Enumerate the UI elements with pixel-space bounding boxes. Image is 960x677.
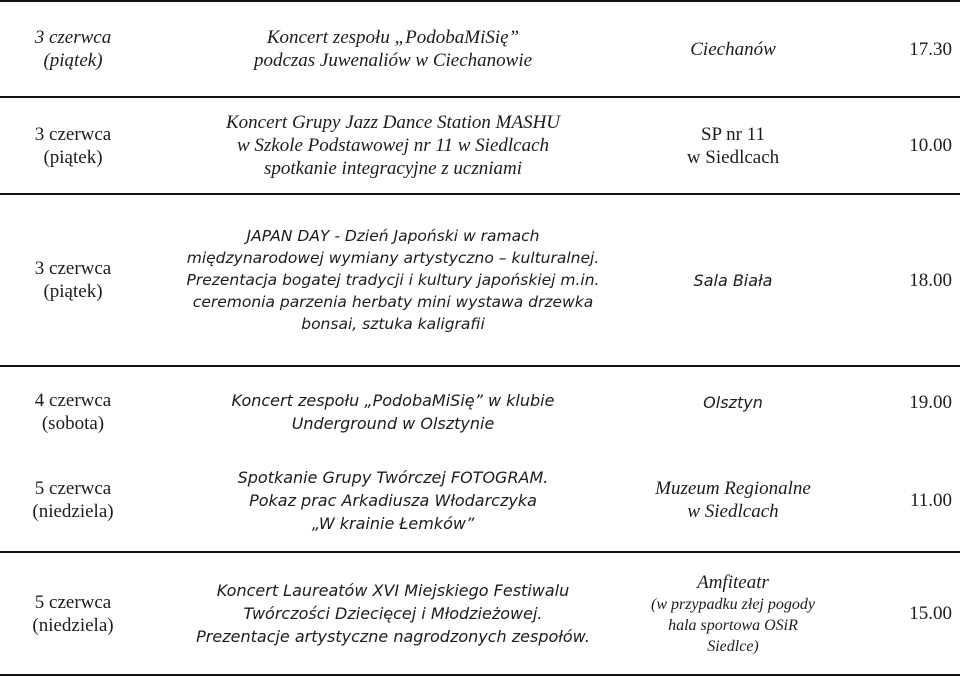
row-1-event: Koncert zespołu „PodobaMiSię” podczas Juwenaliów w Ciechanowie — [253, 27, 533, 71]
row-1-time: 17.30 — [909, 38, 952, 60]
row-3-place: Sala Biała — [693, 270, 773, 290]
row-4-event: Koncert zespołu „PodobaMiSię” w klubie Underground w Olsztynie — [231, 391, 555, 433]
row-5-event: Spotkanie Grupy Twórczej FOTOGRAM. Pokaz prac Arkadiusza Włodarczyka „W krainie Łemków” — [237, 467, 549, 533]
row-2-time: 10.00 — [909, 135, 952, 156]
row-4-place: Olsztyn — [703, 392, 763, 412]
row-2-date: 3 czerwca (piątek) — [34, 123, 112, 168]
row-2-event: Koncert Grupy Jazz Dance Station MASHU w Szkole Podstawowej nr 11 w Siedlcach spotkanie integracyjne z uczniami — [225, 112, 561, 179]
row-4-date: 4 czerwca (sobota) — [34, 390, 112, 434]
row-6-date: 5 czerwca (niedziela) — [32, 591, 114, 636]
row-6-event: Koncert Laureatów XVI Miejskiego Festiwalu Twórczości Dziecięcej i Młodzieżowej. Prezentacje artystyczne nagrodzonych zespołów. — [196, 581, 590, 646]
row-1-date: 3 czerwca (piątek) — [34, 27, 112, 71]
row-4-time: 19.00 — [909, 391, 952, 413]
row-5-date: 5 czerwca (niedziela) — [32, 478, 114, 522]
row-6-place: Amfiteatr (w przypadku złej pogody hala sportowa OSiR Siedlce) — [651, 571, 815, 655]
row-divider — [0, 674, 960, 676]
row-3-event: JAPAN DAY - Dzień Japoński w ramach międzynarodowej wymiany artystyczno – kulturalnej. Prezentacja bogatej tradycji i kultury japońskiej m.in. ceremonia parzenia herbaty mini wystawa drzewka bonsai, sztuka kaligrafii — [186, 227, 600, 333]
row-1-place: Ciechanów — [690, 38, 776, 60]
row-5-time: 11.00 — [909, 489, 952, 511]
row-2-place: SP nr 11 w Siedlcach — [686, 123, 780, 168]
row-5-place: Muzeum Regionalne w Siedlcach — [655, 478, 811, 522]
row-3-date: 3 czerwca (piątek) — [34, 258, 112, 302]
row-3-time: 18.00 — [909, 269, 952, 291]
row-6-time: 15.00 — [909, 603, 952, 624]
